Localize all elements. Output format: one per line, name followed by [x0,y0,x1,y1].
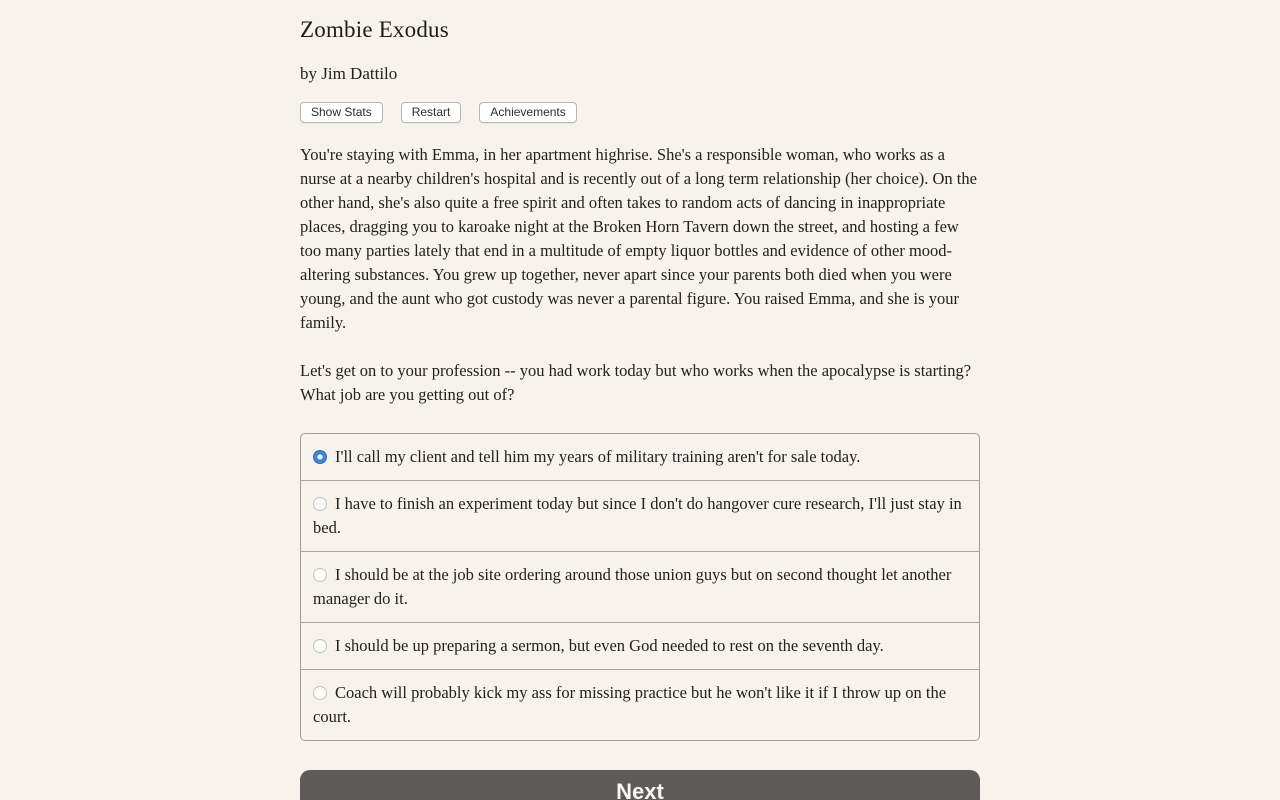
story-paragraph: Let's get on to your profession -- you had work today but who works when the apocalypse is starting? What job are you getting out of? [300,361,972,404]
choice-label: I'll call my client and tell him my years of military training aren't for sale today. [335,447,861,466]
choice-radio[interactable] [313,497,327,511]
choice-label: I have to finish an experiment today but since I don't do hangover cure research, I'll just stay in bed. [313,494,962,537]
content-column [300,0,980,800]
achievements-button[interactable]: Achievements [479,102,576,123]
restart-button[interactable]: Restart [401,102,462,123]
choice-label: Coach will probably kick my ass for missing practice but he won't like it if I throw up on the court. [313,683,947,726]
story-paragraph: You're staying with Emma, in her apartment highrise. She's a responsible woman, who works as a nurse at a nearby children's hospital and is recently out of a long term relationship (her choice). On the other hand, she's also quite a free spirit and often takes to random acts of dancing in inappropriate places, dragging you to karoake night at the Broken Horn Tavern down the street, and hosting a few too many parties lately that end in a multitude of empty liquor bottles and evidence of other mood-altering substances. You grew up together, never apart since your parents both died when you were young, and the aunt who got custody was never a parental figure. You raised Emma, and she is your family. [300,145,977,332]
choice-option[interactable] [301,623,979,670]
choice-radio[interactable] [313,639,327,653]
page-title: Zombie Exodus [300,17,449,42]
choice-radio[interactable] [313,450,327,464]
story-text [300,143,980,407]
choice-label: I should be at the job site ordering around those union guys but on second thought let another manager do it. [313,565,952,608]
choice-option[interactable] [301,434,979,481]
choice-radio[interactable] [313,686,327,700]
choice-label: I should be up preparing a sermon, but even God needed to rest on the seventh day. [335,636,884,655]
choice-option[interactable] [301,552,979,623]
choice-option[interactable] [301,670,979,740]
choice-option[interactable] [301,481,979,552]
toolbar [300,102,980,123]
show-stats-button[interactable]: Show Stats [300,102,383,123]
author-byline: by Jim Dattilo [300,64,398,83]
choice-form [300,433,980,741]
choice-radio[interactable] [313,568,327,582]
next-button[interactable]: Next [300,770,980,800]
